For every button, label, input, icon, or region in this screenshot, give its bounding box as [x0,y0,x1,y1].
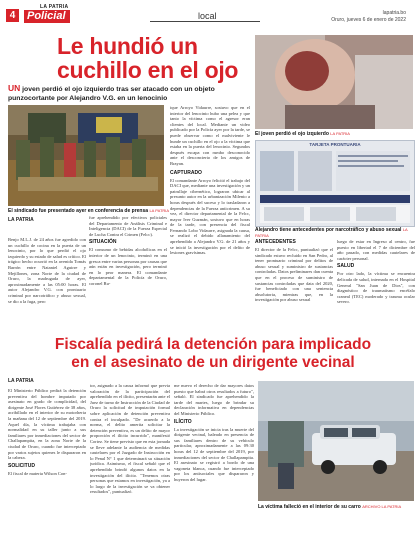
story1-col5-text-b: Por otro lado, la víctima se encuentra delicada de salud, internada en el Hospital General "San Juan de Dios", con diagnóstico de traumatismo encéfalo craneal (TEC) moderado y trauma ocular severo. [337,271,415,305]
page-header [0,0,420,32]
story2-col3 [174,383,254,528]
story1-col2-text-a: fue aprehendido por efectivos policiales del Departamento de Análisis Criminal e Inteligencia (DACI) de la Fuerza Especial de Lucha Contra el Crimen (Felcc). [89,215,167,237]
story1-col4-text: El director de la Felcc, puntualizó que el sindicado estuvo recluido en San Pedro, al tener prontuario criminal por delitos de abuso sexual y suministro de sustancias controladas. Datos preliminares dan cuenta que en el proceso de suministro de sustancias controladas que data del 2020, fue beneficiado con una sentencia absolutoria, mientras que, en la investigación por abuso sexual [255,247,333,303]
story1-col5-text-a: luego de estar en Ingreso al centro, fue puesto en libertad el 7 de diciembre del año pasado, con medidas cautelares de carácter personal. [337,239,415,261]
photo4-caption-text: La víctima falleció en el interior de su carro [258,504,361,510]
photo4-credit: ARCHIVO LA PATRIA [362,504,402,509]
story2-kicker: LA PATRIA [8,378,34,384]
photo2-caption [255,131,413,137]
story2-col1-text-a: El Ministerio Público pedirá la detención preventiva del hombre imputado por asesinato en grado de complicidad, del dirigente José Flores Gutiérrez de 38 años, acribillado en el interior de su motorheria la mañana del 12 de septiembre del 2019. Aquel día, la víctima trabajaba con normalidad en su taller junto a sus familiares por inmediaciones del sector de Challapampita, en la zona Norte de la ciudad de Oruro, cuando fue interceptado por varios sujetos quienes le dispararon en la cabeza. [8,388,86,461]
photo3-caption-text: Alejandro tiene antecedentes por narcotráfico y abuso sexual [255,227,402,233]
photo3-caption [255,227,415,239]
story1-col4 [255,239,333,327]
car-photo [258,381,414,501]
story1-col3 [170,105,250,327]
date-line: Oruro, jueves 6 de enero de 2022 [331,17,406,23]
story1-col3-text-a: ique Arroyo Vidaurre, sostuvo que en el interior del lenocinio hubo una pelea y que tanto la víctima como el agresor eran clientes del local. Mediante un video publicado por la Policía ayer por la tarde, se puede observar como el malviviente le hunde un cuchillo en el ojo a la víctima que estaba en la puerta del lenocinio. Segundos después escapa con rumbo desconocido ante el desconcierto de los amigos de Brayan. [170,105,250,166]
story1-kicker: LA PATRIA [8,217,34,223]
press-conference-photo [8,105,164,206]
story1-col4-subhead: ANTECEDENTES [255,239,296,245]
story1-col2-subhead: SITUACIÓN [89,239,117,246]
page-number: 4 [6,9,19,22]
photo2-caption-text: El joven perdió el ojo izquierdo [255,131,329,137]
story1-col2 [89,215,167,327]
injured-victim-photo [255,35,413,129]
photo2-credit: LA PATRIA [330,131,350,136]
section-label: local [198,11,217,21]
story2-col3-subhead: ILÍCITO [174,418,192,425]
story2-headline-line2: en el asesinato de un dirigente vecinal [71,354,355,371]
record-card-photo [255,140,415,227]
story1-headline-line1: Le hundió un [57,33,198,59]
brand-top: LA PATRIA [40,4,69,10]
deck-text: joven perdió el ojo izquierdo tras ser atacado con un objeto punzocortante por Alejandro V.G. en un lenocinio [8,86,215,102]
story1-col3-text-b: El comandante Arroyo felicitó el trabajo del DACI que, mediante una investigación y un patrullaje cibernético, lograron ubicar al presunto autor en la urbanización Milenio a horas después del suceso y lo trasladaron a dependencias de la Fuerza anticrimen. A su vez, el director departamental de la Felcc, mayor Iver Guzmán, sostuvo que en horas de la tarde, con presencia del fiscal Fernando Lobo Vidaurre, asignada la causa, se realizó el debido allanamiento del aprehendido a Alejandro V.G. de 21 años y se inició la investigación por el delito de lesiones gravísimas. [170,177,250,256]
story2-col2: tor, asignado a la causa informó que previa valoración de la participación del aprehendido en el ilícito, presentarán ante el Juez de turno de Instrucción de la Ciudad de Oruro la solicitud de imputación formal sobre aplicación de detención preventiva contra el inculpado. "De acuerdo a la norma, el delito amerita solicitar la detención preventiva, es un delito de mayor proporción el ilícito incurrido", manifestó Cortez. Se tiene previsto que en esta jornada se lleve adelante la audiencia de medidas cautelares por el Juzgado de Instrucción en lo Penal N° 1 que determinará su situación jurídica. Asimismo, el fiscal señaló que el aprehendido brindó algunos datos en la investigación del ilícito. "Tenemos otras personas que estamos en investigación, ya a lo largo de la investigación se va obtener resultados", puntualizó. [90,383,170,495]
story1-col5 [337,239,415,327]
header-brand-right: lapatria.bo [382,10,406,16]
story2-col3-text-a: me nuevo el derecho de dar mayores datos puesto que habrá otros resultados a futuro", señaló. El sindicado fue aprehendido la tarde del martes, luego de brindar su declaración informativa en dependencias del Ministerio Público. [174,383,254,416]
story2-col3-text-b: La investigación se inicia tras la muerte del dirigente vecinal, baleado en presencia de sus familiares dentro de su vehículo particular, aproximadamente a las 09:30 horas del 12 de septiembre del 2019, por inmediaciones del sector de Challapampita. El asesinato se registró a bordo de una vagoneta blanca, cuando fue interceptado por los antisociales que dispararon y huyeron del lugar. [174,426,254,482]
story2-col1-subhead: SOLICITUD [8,462,35,469]
record-card-image [256,149,414,226]
deck-initial: UN [8,83,21,93]
record-card-title: TARJETA PRONTUARIA [309,142,361,147]
car-image [258,381,414,501]
story2-col1-text-b: El fiscal de materia Wilson Con- [8,470,67,476]
story1-deck [8,84,250,103]
photo1-credit: LA PATRIA [149,208,170,213]
story1-col3-subhead: CAPTURADO [170,169,202,176]
story1-col2-text-b: El consumo de bebidas alcohólicas en el interior de un lenocinio, terminó en una gresca entre varias personas por causas que aún están en investigación, pero terminó en lo peor manera. El comandante departamental de la Policía de Oruro, coronel Ru- [89,247,167,286]
photo1-caption-text: El sindicado fue presentado ayer en conferencia de prensa [8,208,149,214]
header-rule [150,21,260,22]
story2-headline [8,336,418,372]
story1-col5-subhead: SALUD [337,263,355,270]
victim-image [255,35,413,129]
story1-col1: Benjo M.L.J. de 24 años fue agredido con un cuchillo de cocina en la puerta de un lenocinio, por lo que perdió el ojo izquierdo y su estado de salud es crítico. El trágico hecho ocurrió en la avenida Tomás Barrón entre Nataniel Aguirre y Mejillones, zona Norte de la ciudad de Oruro, la madrugada de ayer, aproximadamente a las 05:00 horas. El autor Alejandro V.G. con prontuario criminal por narcotráfico y abuso sexual, se dio a la fuga, pero [8,237,86,304]
photo4-caption [258,504,418,510]
story1-headline [57,34,257,82]
story2-col1 [8,388,86,528]
brand-bottom: Policial [24,10,70,23]
press-conference-image [8,105,164,206]
photo3-credit: LA PATRIA [255,227,408,238]
story2-headline-line1: Fiscalía pedirá la detención para implicado [54,336,372,353]
story1-headline-line2: cuchillo en el ojo [57,57,239,83]
brand-logo [22,4,84,26]
